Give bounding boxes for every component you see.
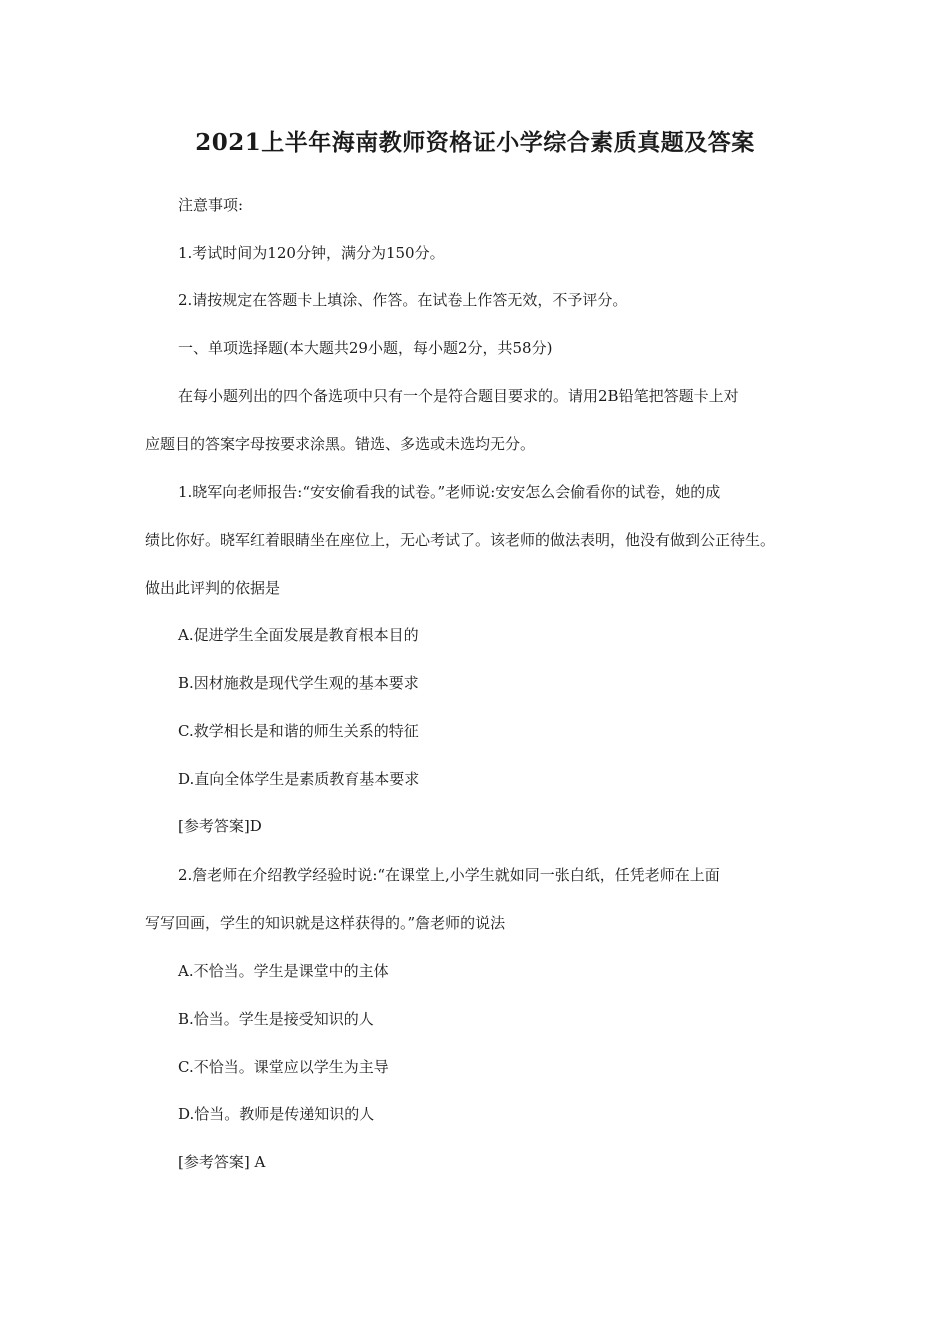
q1-stem-line-2: 绩比你好。晓军红着眼睛坐在座位上，无心考试了。该老师的做法表明，他没有做到公正待生。 (145, 531, 776, 549)
section-heading: 一、单项选择题(本大题共29小题，每小题2分，共58分) (178, 339, 553, 357)
q2-option-d: D.恰当。教师是传递知识的人 (178, 1105, 375, 1123)
q1-answer: [参考答案]D (178, 817, 262, 835)
note-1: 1.考试时间为120分钟，满分为150分。 (178, 244, 445, 262)
q2-option-c: C.不恰当。课堂应以学生为主导 (178, 1058, 389, 1076)
q2-stem-line-2: 写写回画，学生的知识就是这样获得的。”詹老师的说法 (145, 914, 506, 932)
q2-stem-line-1: 2.詹老师在介绍教学经验时说:“在课堂上,小学生就如同一张白纸，任凭老师在上面 (178, 866, 720, 884)
notes-heading: 注意事项: (178, 196, 244, 214)
instructions-line-2: 应题目的答案字母按要求涂黑。错选、多选或未选均无分。 (145, 435, 536, 453)
note-2: 2.请按规定在答题卡上填涂、作答。在试卷上作答无效，不予评分。 (178, 291, 628, 309)
q1-option-d: D.直向全体学生是素质教育基本要求 (178, 770, 420, 788)
q1-stem-line-3: 做出此评判的依据是 (145, 579, 281, 597)
instructions-line-1: 在每小题列出的四个备选项中只有一个是符合题目要求的。请用2B铅笔把答题卡上对 (178, 387, 739, 405)
q1-stem-line-1: 1.晓军向老师报告:“安安偷看我的试卷。”老师说:安安怎么会偷看你的试卷，她的成 (178, 483, 721, 501)
q1-option-a: A.促进学生全面发展是教育根本目的 (178, 626, 419, 644)
q2-answer: [参考答案] A (178, 1153, 266, 1171)
q1-option-c: C.救学相长是和谐的师生关系的特征 (178, 722, 419, 740)
q2-option-a: A.不恰当。学生是课堂中的主体 (178, 962, 389, 980)
q1-option-b: B.因材施救是现代学生观的基本要求 (178, 674, 419, 692)
document-title: 2021上半年海南教师资格证小学综合素质真题及答案 (195, 129, 755, 156)
q2-option-b: B.恰当。学生是接受知识的人 (178, 1010, 374, 1028)
